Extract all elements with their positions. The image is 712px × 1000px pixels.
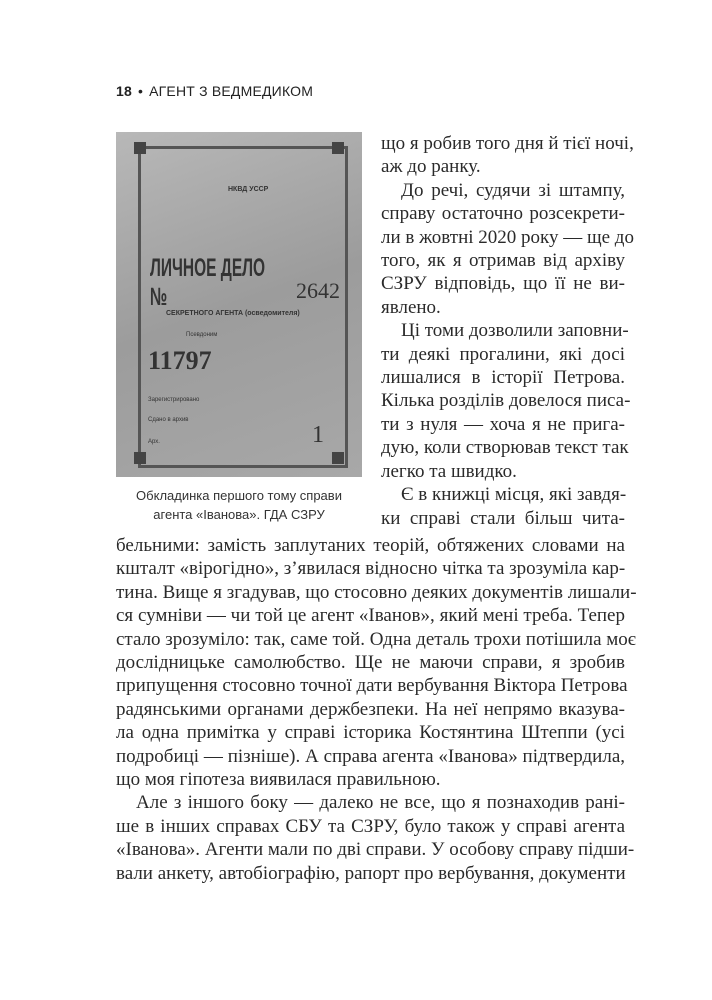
text-line: До речі, судячи зі штампу, [401,179,625,201]
text-line: подробиці — пізніше). А справа агента «Іванова» підтвердила, [116,745,625,767]
text-line: ти з нуля — хоча я не прига- [381,413,625,435]
photo-text: Арх. [148,439,160,445]
text-line: ла одна примітка у справі історика Костянтина Штеппи (усі [116,722,625,744]
photo-text: Зарегистрировано [148,397,200,403]
text-line: Але з іншого боку — далеко не все, що я познаходив рані- [136,792,625,814]
text-line: явлено. [381,296,441,318]
page-number: 18 [116,83,132,99]
text-line: кшталт «вірогідно», з’явилася відносно чітка та зрозуміла кар- [116,558,626,580]
header-bullet: • [137,83,144,99]
photo-text: Псевдоним [186,332,218,338]
photo-text: ЛИЧНОЕ ДЕЛО № [150,254,266,311]
text-line: дую, коли створював текст так [381,437,629,459]
text-line: ки справі стали більш чита- [381,507,625,529]
text-line: СЗРУ відповідь, що її не ви- [381,273,625,295]
photo-text: 2642 [296,278,340,303]
text-line: Є в книжці місця, які завдя- [401,484,627,506]
running-header [116,83,313,99]
full-width-text-column [116,534,637,885]
caption-line: агента «Іванова». ГДА СЗРУ [153,507,325,522]
text-line: вали анкету, автобіографію, рапорт про вербування, документи [116,862,626,884]
text-line: ли в жовтні 2020 року — ще до [381,226,634,248]
text-line: того, як я отримав від архіву [381,250,625,272]
text-line: бельними: замість заплутаних теорій, обтяжених словами на [116,535,625,556]
text-line: Ці томи дозволили заповни- [401,320,629,342]
text-line: «Іванова». Агенти мали по дві справи. У особову справу підши- [116,839,635,861]
text-line: легко та швидко. [381,460,517,482]
text-line: аж до ранку. [381,156,481,178]
archive-file-cover-photo [116,132,362,477]
photo-text: Сдано в архив [148,417,189,423]
frame-corner [134,142,146,154]
text-line: стало зрозуміло: так, саме той. Одна деталь трохи потішила моє [116,628,636,650]
text-line: дослідницьке самолюбство. Ще не маючи справи, я зробив [116,652,625,674]
text-line: радянськими органами держбезпеки. На неї непрямо вказува- [116,698,625,720]
text-line: що моя гіпотеза виявилася правильною. [116,769,441,791]
text-line: тина. Вище я згадував, що стосовно деяких документів лишали- [116,581,637,603]
text-line: Кілька розділів довелося писа- [381,390,631,412]
frame-corner [332,452,344,464]
running-title: АГЕНТ З ВЕДМЕДИКОМ [149,83,314,99]
text-line: припущення стосовно точної дати вербування Віктора Петрова [116,675,628,697]
frame-corner [134,452,146,464]
frame-corner [332,142,344,154]
text-line: лишалися в історії Петрова. [381,367,625,389]
photo-text: 11797 [148,346,212,375]
photo-text: 1 [312,422,324,448]
text-line: ся сумніви — чи той це агент «Іванов», який мені треба. Тепер [116,605,625,627]
text-line: ти деякі прогалини, які досі [381,343,625,365]
right-text-column [381,132,634,530]
caption-line: Обкладинка першого тому справи [136,488,342,503]
figure-caption [116,486,362,524]
photo-text: СЕКРЕТНОГО АГЕНТА (осведомителя) [166,310,300,317]
text-line: справу остаточно розсекрети- [381,203,625,225]
text-line: що я робив того дня й тієї ночі, [381,133,634,154]
text-line: ше в інших справах СБУ та СЗРУ, було також у справі агента [116,815,625,837]
photo-text: НКВД УССР [228,186,269,193]
